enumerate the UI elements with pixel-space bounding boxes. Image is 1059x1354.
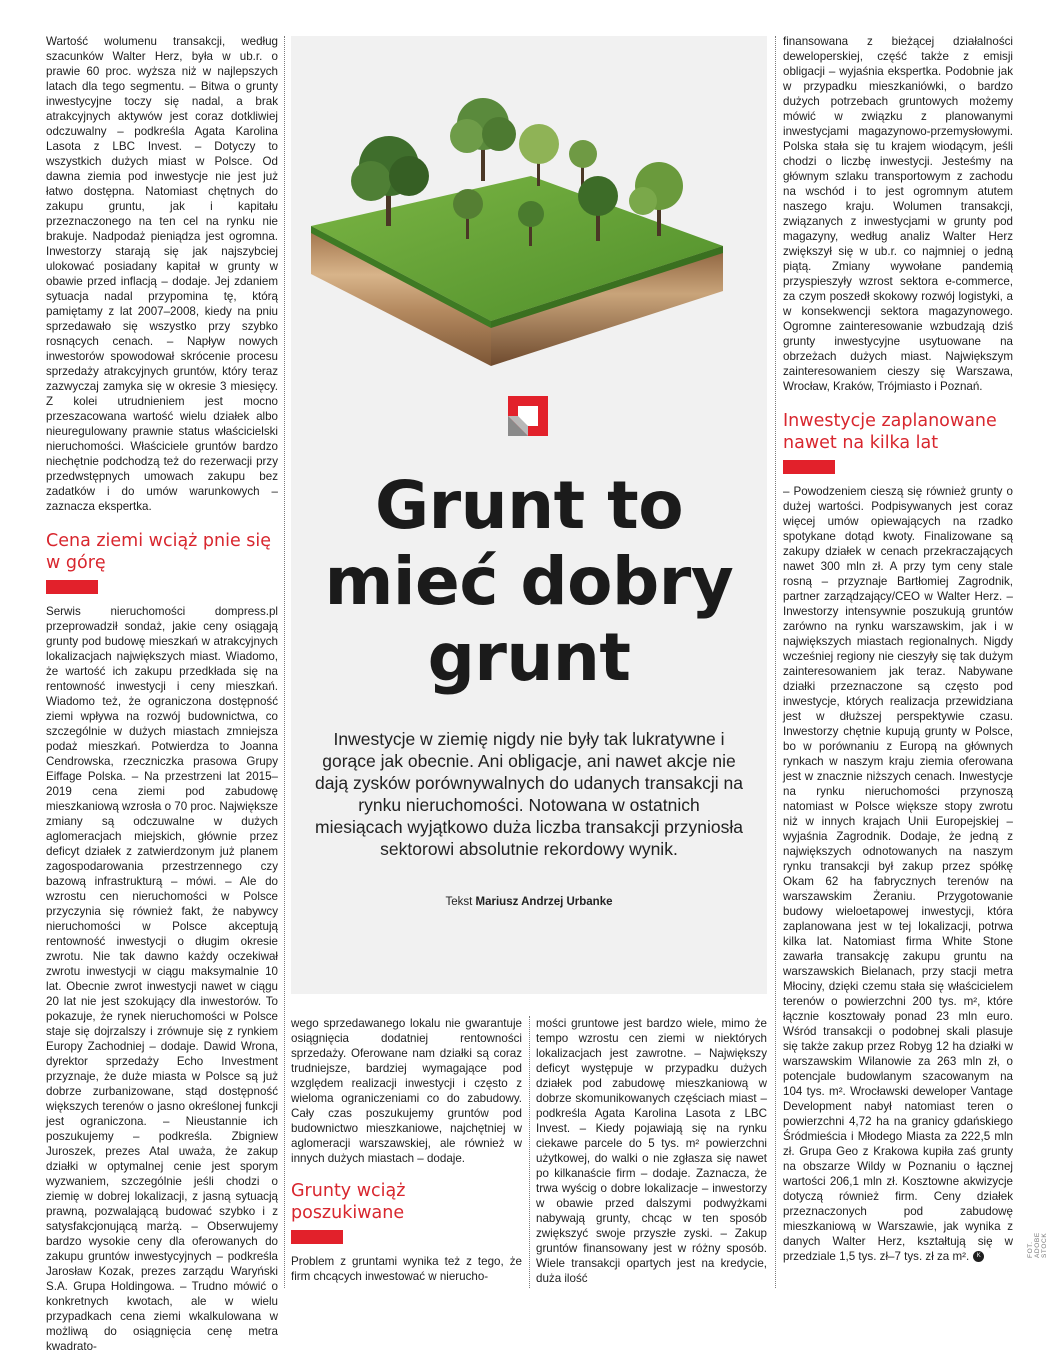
col1-subhead: Cena ziemi wciąż pnie się w górę [46, 531, 272, 573]
col2-paragraph-2: Problem z gruntami wynika też z tego, że firm chcących inwestować w nierucho- [291, 1255, 522, 1283]
col2-paragraph-1: wego sprzedawanego lokalu nie gwarantuje osiągnięcia dodatniej rentowności sprzedaży. Oferowane nam działki są coraz trudniejsze, bardziej wymagające pod względem realizacji inwestycji i często z wieloma ograniczeniami co do zabudowy. Cały czas poszukujemy gruntów pod budownictwo mieszkaniowe, najchętniej w aglomeracji warszawskiej, ale również w innych dużych miastach – dodaje. [291, 1017, 522, 1165]
column-2 [291, 1016, 522, 1290]
column-rule-1 [284, 36, 285, 1288]
col4-subhead-bar [783, 460, 835, 474]
column-3 [536, 1016, 767, 1290]
headline-line-3: grunt [427, 619, 631, 696]
col4-paragraph-2-text: – Powodzeniem cieszą się również grunty o dużej wartości. Podpisywanych jest coraz więcej umów opiewających na rzadko spotykane dotąd kwoty. Finalizowane są zakupy działek w cenach przekraczających nawet 300 mln zł. A przy tym ceny stale rosną – przyznaje Bartłomiej Zagrodnik, partner zarządzający/CEO w Walter Herz. – Inwestorzy intensywnie poszukują gruntów zarówno na rynku warszawskim, jak i w największych miastach regionalnych. Nigdy wcześniej regiony nie cieszyły się tak dużym zainteresowaniem jak teraz. Nabywane działki przeznaczone są często pod inwestycje, których realizacja przewidziana jest w dłuższej perspektywie czasu. Inwestorzy chętnie kupują grunty w Polsce, bo w porównaniu z Europą na głównych rynkach w naszym kraju ziemia oferowana jest w znacznie niższych cenach. Inwestycje na rynku nieruchomości przynoszą natomiast w Polsce większe stopy zwrotu niż w innych krajach Unii Europejskiej – wyjaśnia Zagrodnik. Dodaje, że jedną z największych odnotowanych na naszym rynku transakcji był zakup przez spółkę Okam 62 ha fabrycznych terenów na warszawskim Żeraniu. Przygotowanie budowy wieloetapowej inwestycji, która zaplanowana jest w tej lokalizacji, potrwa kilka lat. Natomiast firma White Stone zawarła transakcję zakupu gruntu na warszawskich Bielanach, przy stacji metra Młociny, dzięki czemu stała się właścicielem terenów o powierzchni 200 tys. m², które łącznie kosztowały ponad 23 mln euro. Wśród transakcji o podobnej skali plasuje się także zakup przez Robyg 12 ha działki w warszawskim Wilanowie za 263 mln zł, o potencjale budowlanym szacowanym na 104 tys. m². Wrocławski deweloper Vantage Development nabył natomiast teren o powierzchni 4,72 ha na granicy gdańskiego Śródmieścia i Młodego Miasta za 222,5 mln zł. Grupa Geo z Krakowa kupiła zaś grunty na obszarze Wildy w Poznaniu o łącznej wartości 206,1 mln zł. Kosztowne akwizycje dotyczą również firm. Ceny działek przeznaczonych pod zabudowę mieszkaniową w Warszawie, jak wynika z danych Walter Herz, kształtują się w przedziale 1,5 tys. zł–7 tys. zł za m². [783, 485, 1013, 1263]
headline-line-2: mieć dobry [324, 543, 734, 620]
column-rule-2 [529, 1016, 530, 1288]
col4-paragraph-1: finansowana z bieżącej działalności deweloperskiej, część także z emisji obligacji – wyjaśnia ekspertka. Podobnie jak w przypadku mieszkaniówki, o bardzo dużych potrzebach gruntowych możemy mówić w związku z planowanymi inwestycjami magazynowo-przemysłowymi. Polska stała się tu krajem wiodącym, jeśli chodzi o liczbę inwestycji. Jesteśmy na głównym szlaku transportowym z zachodu na wschód i to jest ogromnym atutem naszego kraju. Wolumen transakcji, związanych z inwestycjami w grunty pod magazyny, według analiz Walter Herz zwiększył się w ub.r. co najmniej o jedną piątą. Zmiany wywołane pandemią przyspieszyły wzrost sektora e-commerce, za czym poszedł skokowy rozwój logistyki, a w konsekwencji sektora magazynowego. Ogromne zainteresowanie wzbudzają dziś grunty inwestycyjne usytuowane na obrzeżach dużych miast. Największym zainteresowaniem cieszy się Warszawa, Wrocław, Kraków, Trójmiasto i Poznań. [783, 35, 1013, 393]
feature-box [291, 36, 767, 994]
byline-author: Mariusz Andrzej Urbanke [475, 896, 613, 908]
magazine-logo-icon [508, 396, 548, 436]
headline-line-1: Grunt to [374, 467, 684, 544]
column-1 [46, 34, 278, 1353]
end-mark-icon: K [973, 1251, 984, 1262]
col1-paragraph-2: Serwis nieruchomości dompress.pl przeprowadził sondaż, jakie ceny osiągają grunty pod budowę mieszkań w atrakcyjnych lokalizacjach największych miast. Wiadomo, że wartość ich zakupu przedkłada się na rentowność inwestycji i ceny mieszkań. Wiadomo też, że ograniczona dostępność ziemi wpływa na rozwój budownictwa, co szczególnie w dużych miastach zmniejsza podaż mieszkań. Potwierdza to Joanna Cendrowska, rzeczniczka prasowa Grupy Eiffage Polska. – Na przestrzeni lat 2015–2019 cena ziemi pod zabudowę mieszkaniową wzrosła o 70 proc. Największe zmiany są odczuwalne w dużych aglomeracjach miejskich, głównie przez deficyt działek z zatwierdzonym już planem zagospodarowania przestrzennego czy bazową infrastrukturą – mówi. – Ale do wzrostu cen nieruchomości w Polsce przyczynia się również fakt, że nabywcy nieruchomości w Polsce akceptują rentowność inwestycji o długim okresie zwrotu. Nie tak dawno każdy oczekiwał zwrotu inwestycji w ciągu maksymalnie 10 lat. Obecnie zwrot inwestycji nawet w ciągu 20 lat nie jest szokujący dla inwestorów. To pokazuje, że rynek nieruchomości w Polsce staje się dojrzalszy i zrównuje się z rynkiem Europy Zachodniej – dodaje. Dawid Wrona, dyrektor sprzedaży Echo Investment przyznaje, że duże miasta w Polsce są już dobrze zurbanizowane, stąd dostępność większych terenów o jasno określonej funkcji jest ograniczona. – Nieustannie ich poszukujemy – podkreśla. Zbigniew Juroszek, prezes Atal uważa, że zakup działki w optymalnej cenie jest sporym wyzwaniem, szczególnie jeśli chodzi o ziemię w dobrej lokalizacji, z jasną sytuacją prawną, pozwalającą budować szybko i z satysfakcjonującą marżą. – Obserwujemy bardzo wysokie ceny dla oferowanych do zakupu gruntów inwestycyjnych – podkreśla Jarosław Kozak, prezes zarządu Waryński S.A. Grupa Holdingowa. – Trudno mówić o konkretnych kwotach, ale w wielu przypadkach cena ziemi wkalkulowana w możliwą do osiągnięcia cenę metra kwadrato- [46, 605, 278, 1353]
column-4 [783, 34, 1013, 1290]
column-rule-3 [775, 36, 776, 1288]
col2-subhead-bar [291, 1230, 343, 1244]
headline [291, 468, 767, 696]
col4-subhead: Inwestycje zaplanowane nawet na kilka lat [783, 411, 997, 453]
col3-paragraph-1: mości gruntowe jest bardzo wiele, mimo że tempo wzrostu cen ziemi w niektórych lokalizacjach jest zawrotne. – Największy deficyt występuje w przypadku dużych działek pod zabudowę mieszkaniową w dobrze skomunikowanych częściach miast – podkreśla Agata Karolina Lasota z LBC Invest. – Kiedy pojawiają się na rynku ciekawe parcele do 5 tys. m² powierzchni użytkowej, do walki o nie zgłasza się nawet po kilkanaście firm – dodaje. Zaznacza, że trwa wyścig o dobre lokalizacje – inwestorzy w obawie przed dalszymi podwyżkami nabywają grunty, chcąc w ten sposób zwiększyć swoje przyszłe zyski. – Zakup gruntów finansowany jest w różny sposób. Wiele transakcji opartych jest na kredycie, duża ilość [536, 1017, 767, 1285]
col2-subhead: Grunty wciąż poszukiwane [291, 1181, 406, 1223]
land-cube-illustration [291, 36, 767, 376]
byline-prefix: Tekst [445, 896, 473, 908]
lead-paragraph: Inwestycje w ziemię nigdy nie były tak lukratywne i gorące jak obecnie. Ani obligacje, ani nawet akcje nie dają zysków porównywalnych do udanych transakcji na rynku nieruchomości. Notowana w ostatnich miesiącach wyjątkowo duża liczba transakcji przyniosła sektorowi absolutnie rekordowy wynik. [315, 729, 744, 859]
col1-subhead-bar [46, 580, 98, 594]
col1-paragraph-1: Wartość wolumenu transakcji, według szacunków Walter Herz, była w ub.r. o prawie 60 proc. wyższa niż w najlepszych latach dla tego segmentu. – Bitwa o grunty inwestycyjne toczy się nadal, a brak atrakcyjnych aktywów jest coraz dotkliwiej odczuwalny – podkreśla Agata Karolina Lasota z LBC Invest. – Dotyczy to wszystkich dużych miast w Polsce. Od dawna ziemia pod inwestycje nie jest już łatwo dostępna. Natomiast chętnych do zakupu gruntu, jak i kapitału przeznaczonego na ten cel na rynku nie brakuje. Nadpodaż pieniądza jest ogromna. Inwestorzy starają się jak najszybciej ulokować posiadany kapitał w grunty w obawie przed inflacją – dodaje. Jej zdaniem sytuacja nadal przypomina tę, którą pamiętamy z lat 2007–2008, kiedy na pniu sprzedawało się wszystko przy szybko rosnących cenach. – Napływ nowych inwestorów spowodował skrócenie procesu sprzedaży atrakcyjnych gruntów, który teraz zazwyczaj zamyka się w okresie 3 miesięcy. Z kolei utrudnieniem jest mocno przeszacowana wartość wielu działek albo nieuregulowany prawnie status właścicielski nieruchomości. Właściciele gruntów bardzo niechętnie podchodzą też do rezerwacji przy przedwstępnych umowach zakupu bez zadatków i do umów warunkowych – zaznacza ekspertka. [46, 35, 278, 513]
photo-credit: FOT. ADOBE STOCK [1027, 1232, 1048, 1258]
col4-paragraph-2 [783, 484, 1013, 1264]
byline [291, 896, 767, 908]
